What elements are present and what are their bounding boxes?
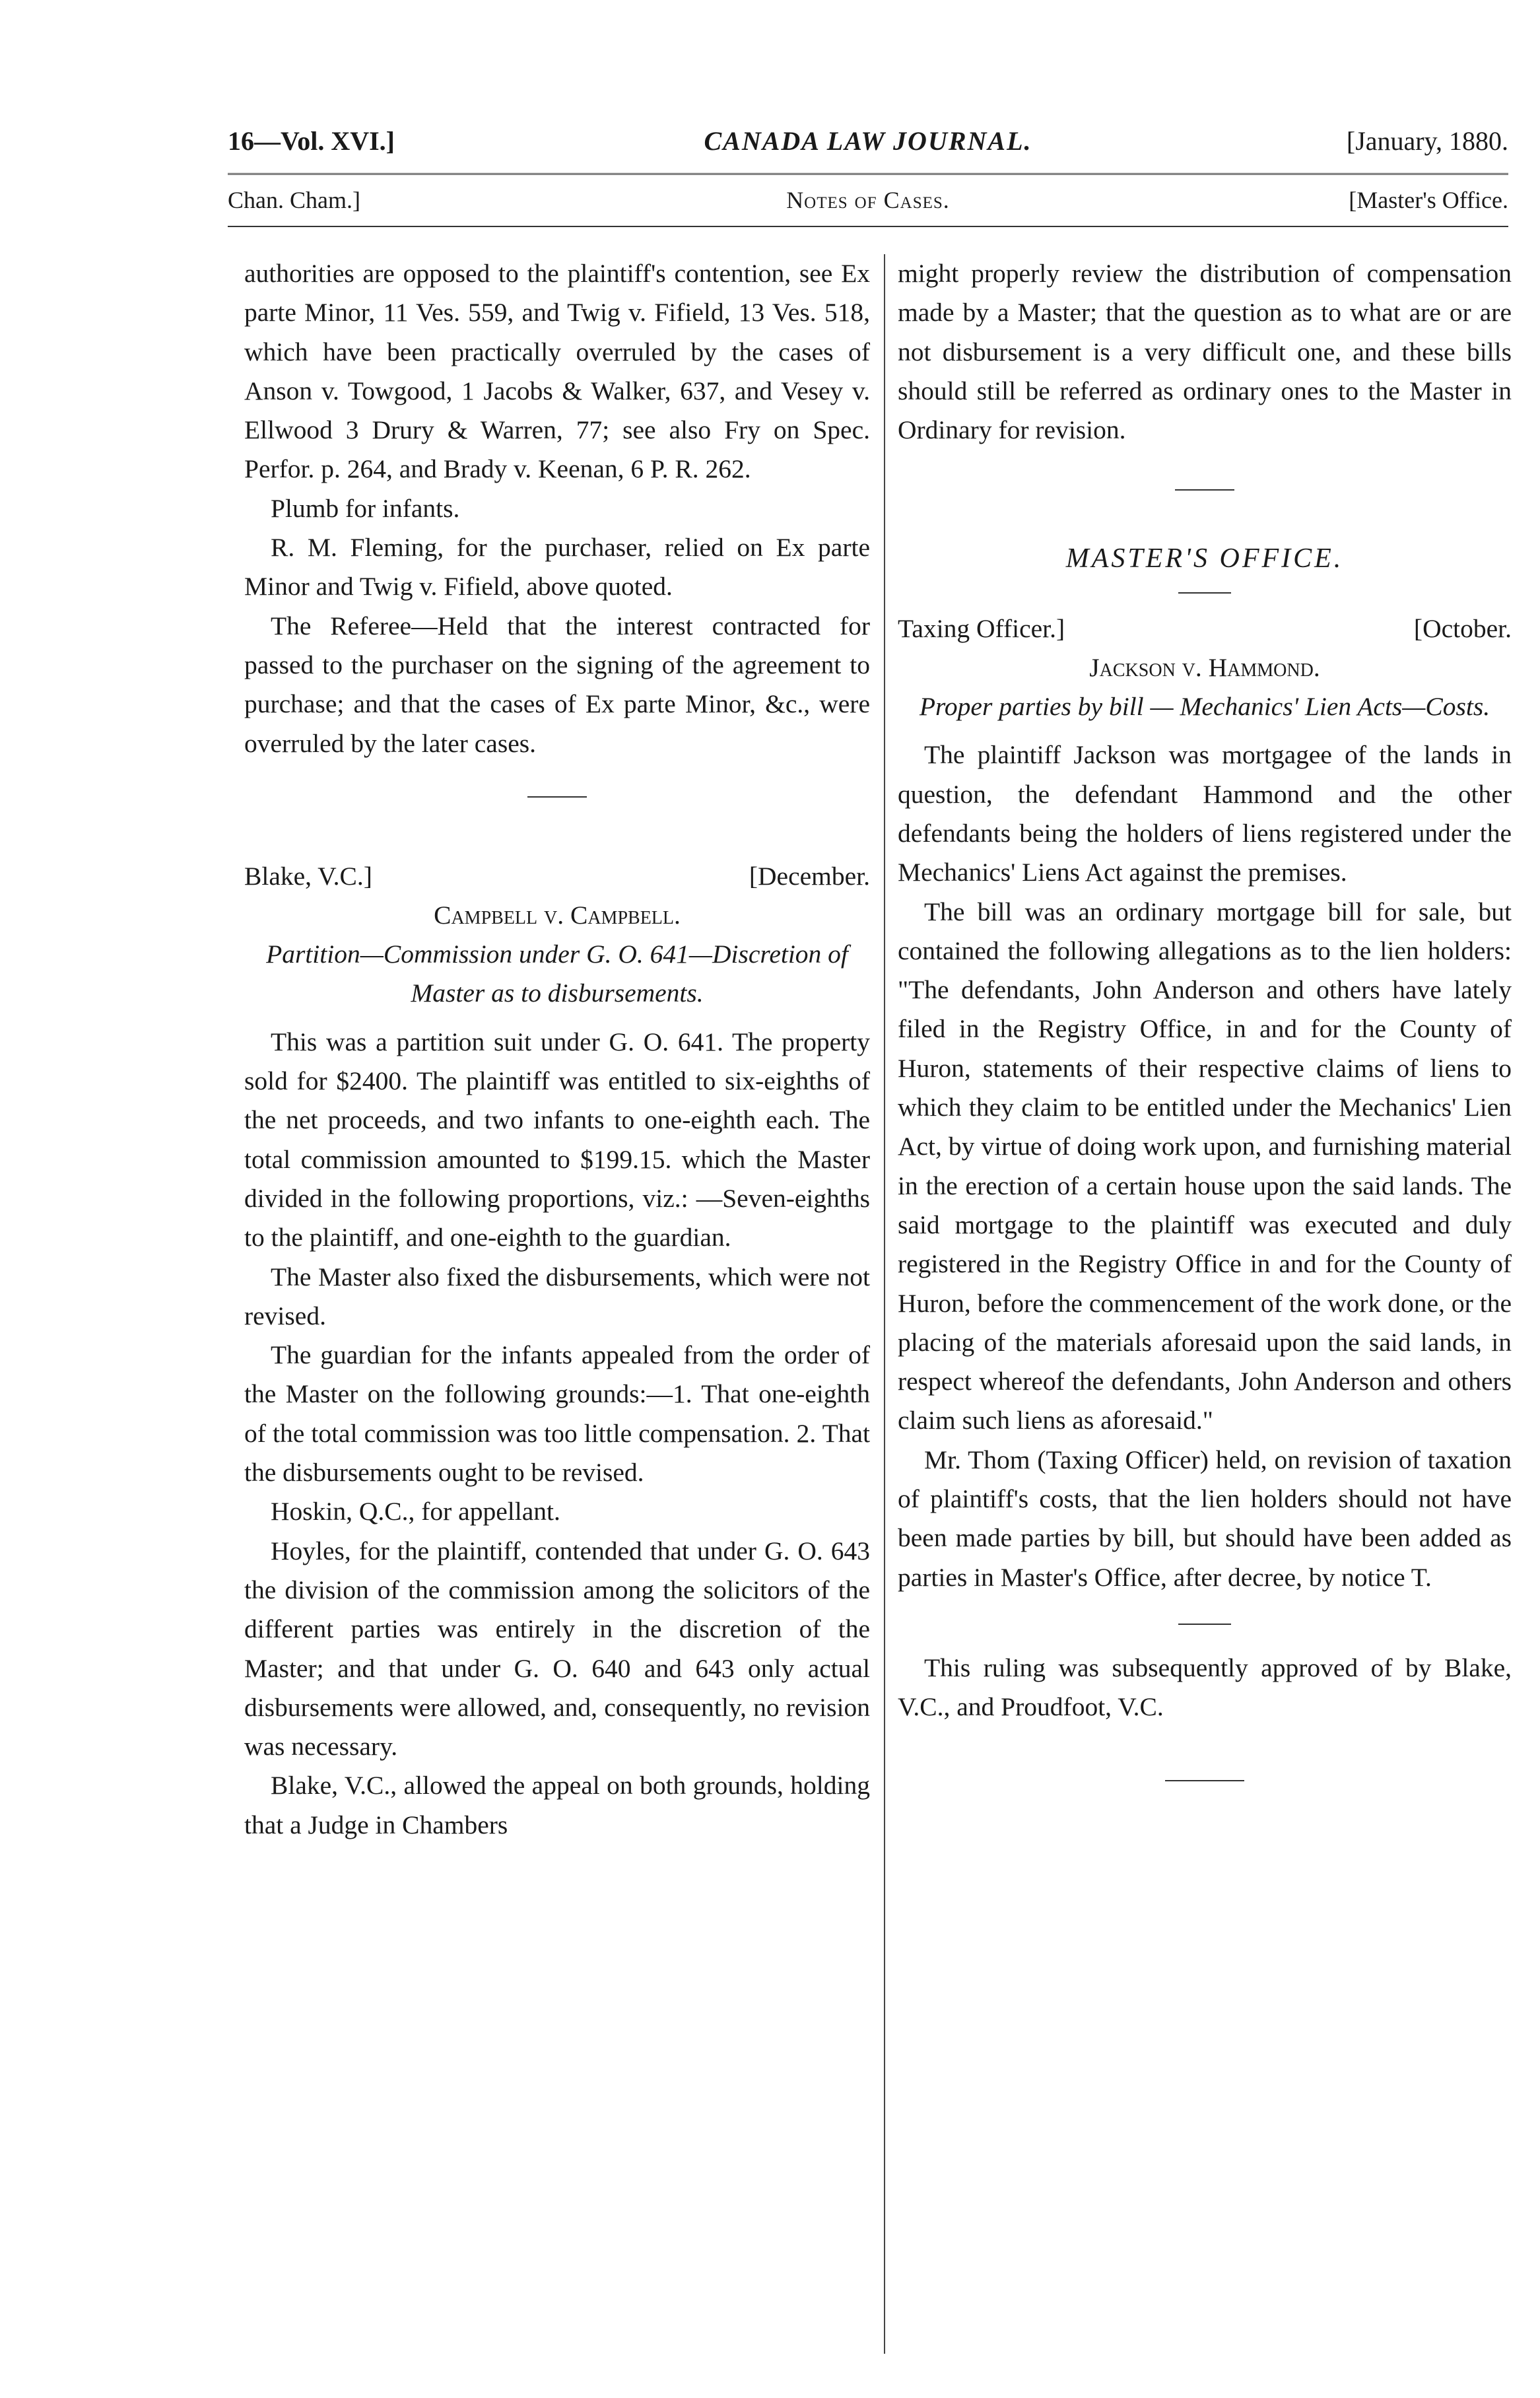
case-month: [December. [749, 861, 870, 891]
paragraph: Mr. Thom (Taxing Officer) held, on revision of taxation of plaintiff's costs, that the lien holders should not have been made parties by bill, but should have been added as parties in Master's Office, after decree, by notice T. [898, 1445, 1512, 1592]
page-volume: 16—Vol. XVI.] [228, 126, 395, 156]
running-head [228, 125, 1508, 165]
paragraph: The Master also fixed the disbursements, which were not revised. [244, 1262, 870, 1330]
section-office: [Master's Office. [1349, 187, 1508, 213]
paragraph: Hoyles, for the plaintiff, contended that under G. O. 643 the division of the commission among the solicitors of the different parties was entirely in the discretion of the Master; and that under G. O. 640 and 643 only actual disbursements were allowed, and, consequently, no revision was necessary. [244, 1536, 870, 1762]
case-subtitle: Partition—Commission under G. O. 641—Discretion of Master as to disbursements. [266, 940, 848, 1008]
header-rule [228, 173, 1508, 175]
paragraph: The Referee—Held that the interest contracted for passed to the purchaser on the signing of the agreement to purchase; and that the cases of Ex parte Minor, &c., were overruled by the later cases. [244, 611, 870, 758]
case-header [898, 609, 1512, 648]
right-column [898, 254, 1512, 1809]
section-court: Chan. Cham.] [228, 187, 360, 213]
case-judge: Blake, V.C.] [244, 861, 372, 891]
column-divider [884, 254, 885, 2354]
section-title: Notes of Cases. [786, 187, 950, 213]
paragraph: might properly review the distribution of compensation made by a Master; that the question as to what are or are not disbursement is a very difficult one, and these bills should still be referred as ordinary ones to the Master in Ordinary for revision. [898, 259, 1512, 445]
paragraph: Hoskin, Q.C., for appellant. [271, 1497, 560, 1526]
section-head [228, 186, 1508, 219]
case-title: Jackson v. Hammond. [1089, 652, 1320, 682]
separator-rule [527, 796, 587, 798]
paragraph: The guardian for the infants appealed from the order of the Master on the following grounds:—1. That one-eighth of the total commission was too little compensation. 2. That the disbursements ought to be revised. [244, 1340, 870, 1488]
paragraph: This ruling was subsequently approved of by Blake, V.C., and Proudfoot, V.C. [898, 1653, 1512, 1722]
office-heading: MASTER'S OFFICE. [1065, 543, 1344, 574]
separator-rule [1175, 489, 1234, 491]
paragraph: Blake, V.C., allowed the appeal on both grounds, holding that a Judge in Chambers [244, 1771, 870, 1839]
case-header [244, 857, 870, 896]
section-rule [228, 226, 1508, 227]
paragraph: The plaintiff Jackson was mortgagee of the lands in question, the defendant Hammond and the other defendants being the holders of liens registered under the Mechanics' Liens Act against the premises. [898, 740, 1512, 887]
separator-rule [1178, 1624, 1231, 1625]
case-month: [October. [1413, 613, 1512, 643]
separator-rule [1178, 592, 1231, 594]
paragraph: authorities are opposed to the plaintiff's contention, see Ex parte Minor, 11 Ves. 559, and Twig v. Fifield, 13 Ves. 518, which have been practically overruled by the cases of Anson v. Towgood, 1 Jacobs & Walker, 637, and Vesey v. Ellwood 3 Drury & Warren, 77; see also Fry on Spec. Perfor. p. 264, and Brady v. Keenan, 6 P. R. 262. [244, 259, 870, 484]
paragraph: The bill was an ordinary mortgage bill for sale, but contained the following allegations as to the lien holders: "The defendants, John Anderson and others have lately filed in the Registry Office, in and for the County of Huron, statements of their respective claims of liens to which they claim to be entitled under the Mechanics' Lien Act, by virtue of doing work upon, and furnishing material in the erection of a certain house upon the said lands. The said mortgage to the plaintiff was executed and duly registered in the Registry Office in and for the County of Huron, before the commencement of the work done, or the placing of the materials aforesaid upon the said lands, in respect whereof the defendants, John Anderson and others claim such liens as aforesaid." [898, 897, 1512, 1435]
left-column [244, 254, 870, 1845]
paragraph: This was a partition suit under G. O. 641. The property sold for $2400. The plaintiff was entitled to six-eighths of the net proceeds, and two infants to one-eighth each. The total commission amounted to $199.15. which the Master divided in the following proportions, viz.: —Seven-eighths to the plaintiff, and one-eighth to the guardian. [244, 1027, 870, 1252]
case-title: Campbell v. Campbell. [434, 900, 681, 930]
separator-rule [1165, 1780, 1244, 1781]
issue-date: [January, 1880. [1346, 126, 1508, 156]
case-subtitle: Proper parties by bill — Mechanics' Lien Acts—Costs. [919, 692, 1490, 722]
journal-title: CANADA LAW JOURNAL. [704, 126, 1032, 156]
paragraph: Plumb for infants. [271, 493, 460, 523]
case-officer: Taxing Officer.] [898, 613, 1065, 643]
paragraph: R. M. Fleming, for the purchaser, relied on Ex parte Minor and Twig v. Fifield, above quoted. [244, 533, 870, 601]
